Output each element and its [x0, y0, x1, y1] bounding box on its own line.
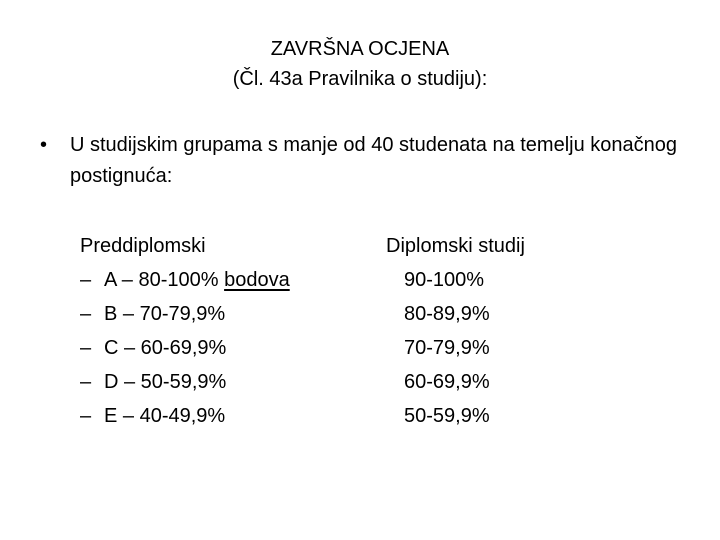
range-text: 90-100% — [404, 269, 485, 291]
bullet-dot-icon: • — [40, 134, 48, 156]
dash-marker: – — [80, 303, 92, 325]
bullet-item — [40, 130, 700, 192]
title-line-1: ZAVRŠNA OCJENA — [270, 38, 450, 60]
dash-marker: – — [80, 405, 92, 427]
range-text: 80-89,9% — [404, 303, 490, 325]
grade-emphasis: bodova — [224, 269, 290, 291]
range-row — [386, 365, 606, 399]
bullet-text: U studijskim grupama s manje od 40 studenata na temelju konačnog postignuća: — [70, 134, 678, 187]
grade-row-d — [80, 365, 370, 399]
range-text: 50-59,9% — [404, 405, 490, 427]
dash-marker: – — [80, 269, 92, 291]
title-line-2: (Čl. 43a Pravilnika o studiju): — [232, 68, 488, 90]
dash-marker: – — [80, 371, 92, 393]
diplomski-column — [386, 229, 606, 433]
range-text: 60-69,9% — [404, 371, 490, 393]
range-row — [386, 263, 606, 297]
preddiplomski-column — [80, 229, 370, 433]
grade-text: C – 60-69,9% — [104, 337, 227, 359]
range-row — [386, 297, 606, 331]
grade-text: B – 70-79,9% — [104, 303, 226, 325]
grade-row-a — [80, 263, 370, 297]
slide-title — [0, 34, 720, 94]
range-row — [386, 399, 606, 433]
grade-text: D – 50-59,9% — [104, 371, 227, 393]
grade-row-e — [80, 399, 370, 433]
preddiplomski-heading: Preddiplomski — [80, 235, 206, 257]
diplomski-heading: Diplomski studij — [386, 235, 525, 257]
grade-row-b — [80, 297, 370, 331]
range-row — [386, 331, 606, 365]
grade-text: E – 40-49,9% — [104, 405, 226, 427]
grade-text: A – 80-100% — [104, 269, 225, 291]
dash-marker: – — [80, 337, 92, 359]
grade-row-c — [80, 331, 370, 365]
range-text: 70-79,9% — [404, 337, 490, 359]
